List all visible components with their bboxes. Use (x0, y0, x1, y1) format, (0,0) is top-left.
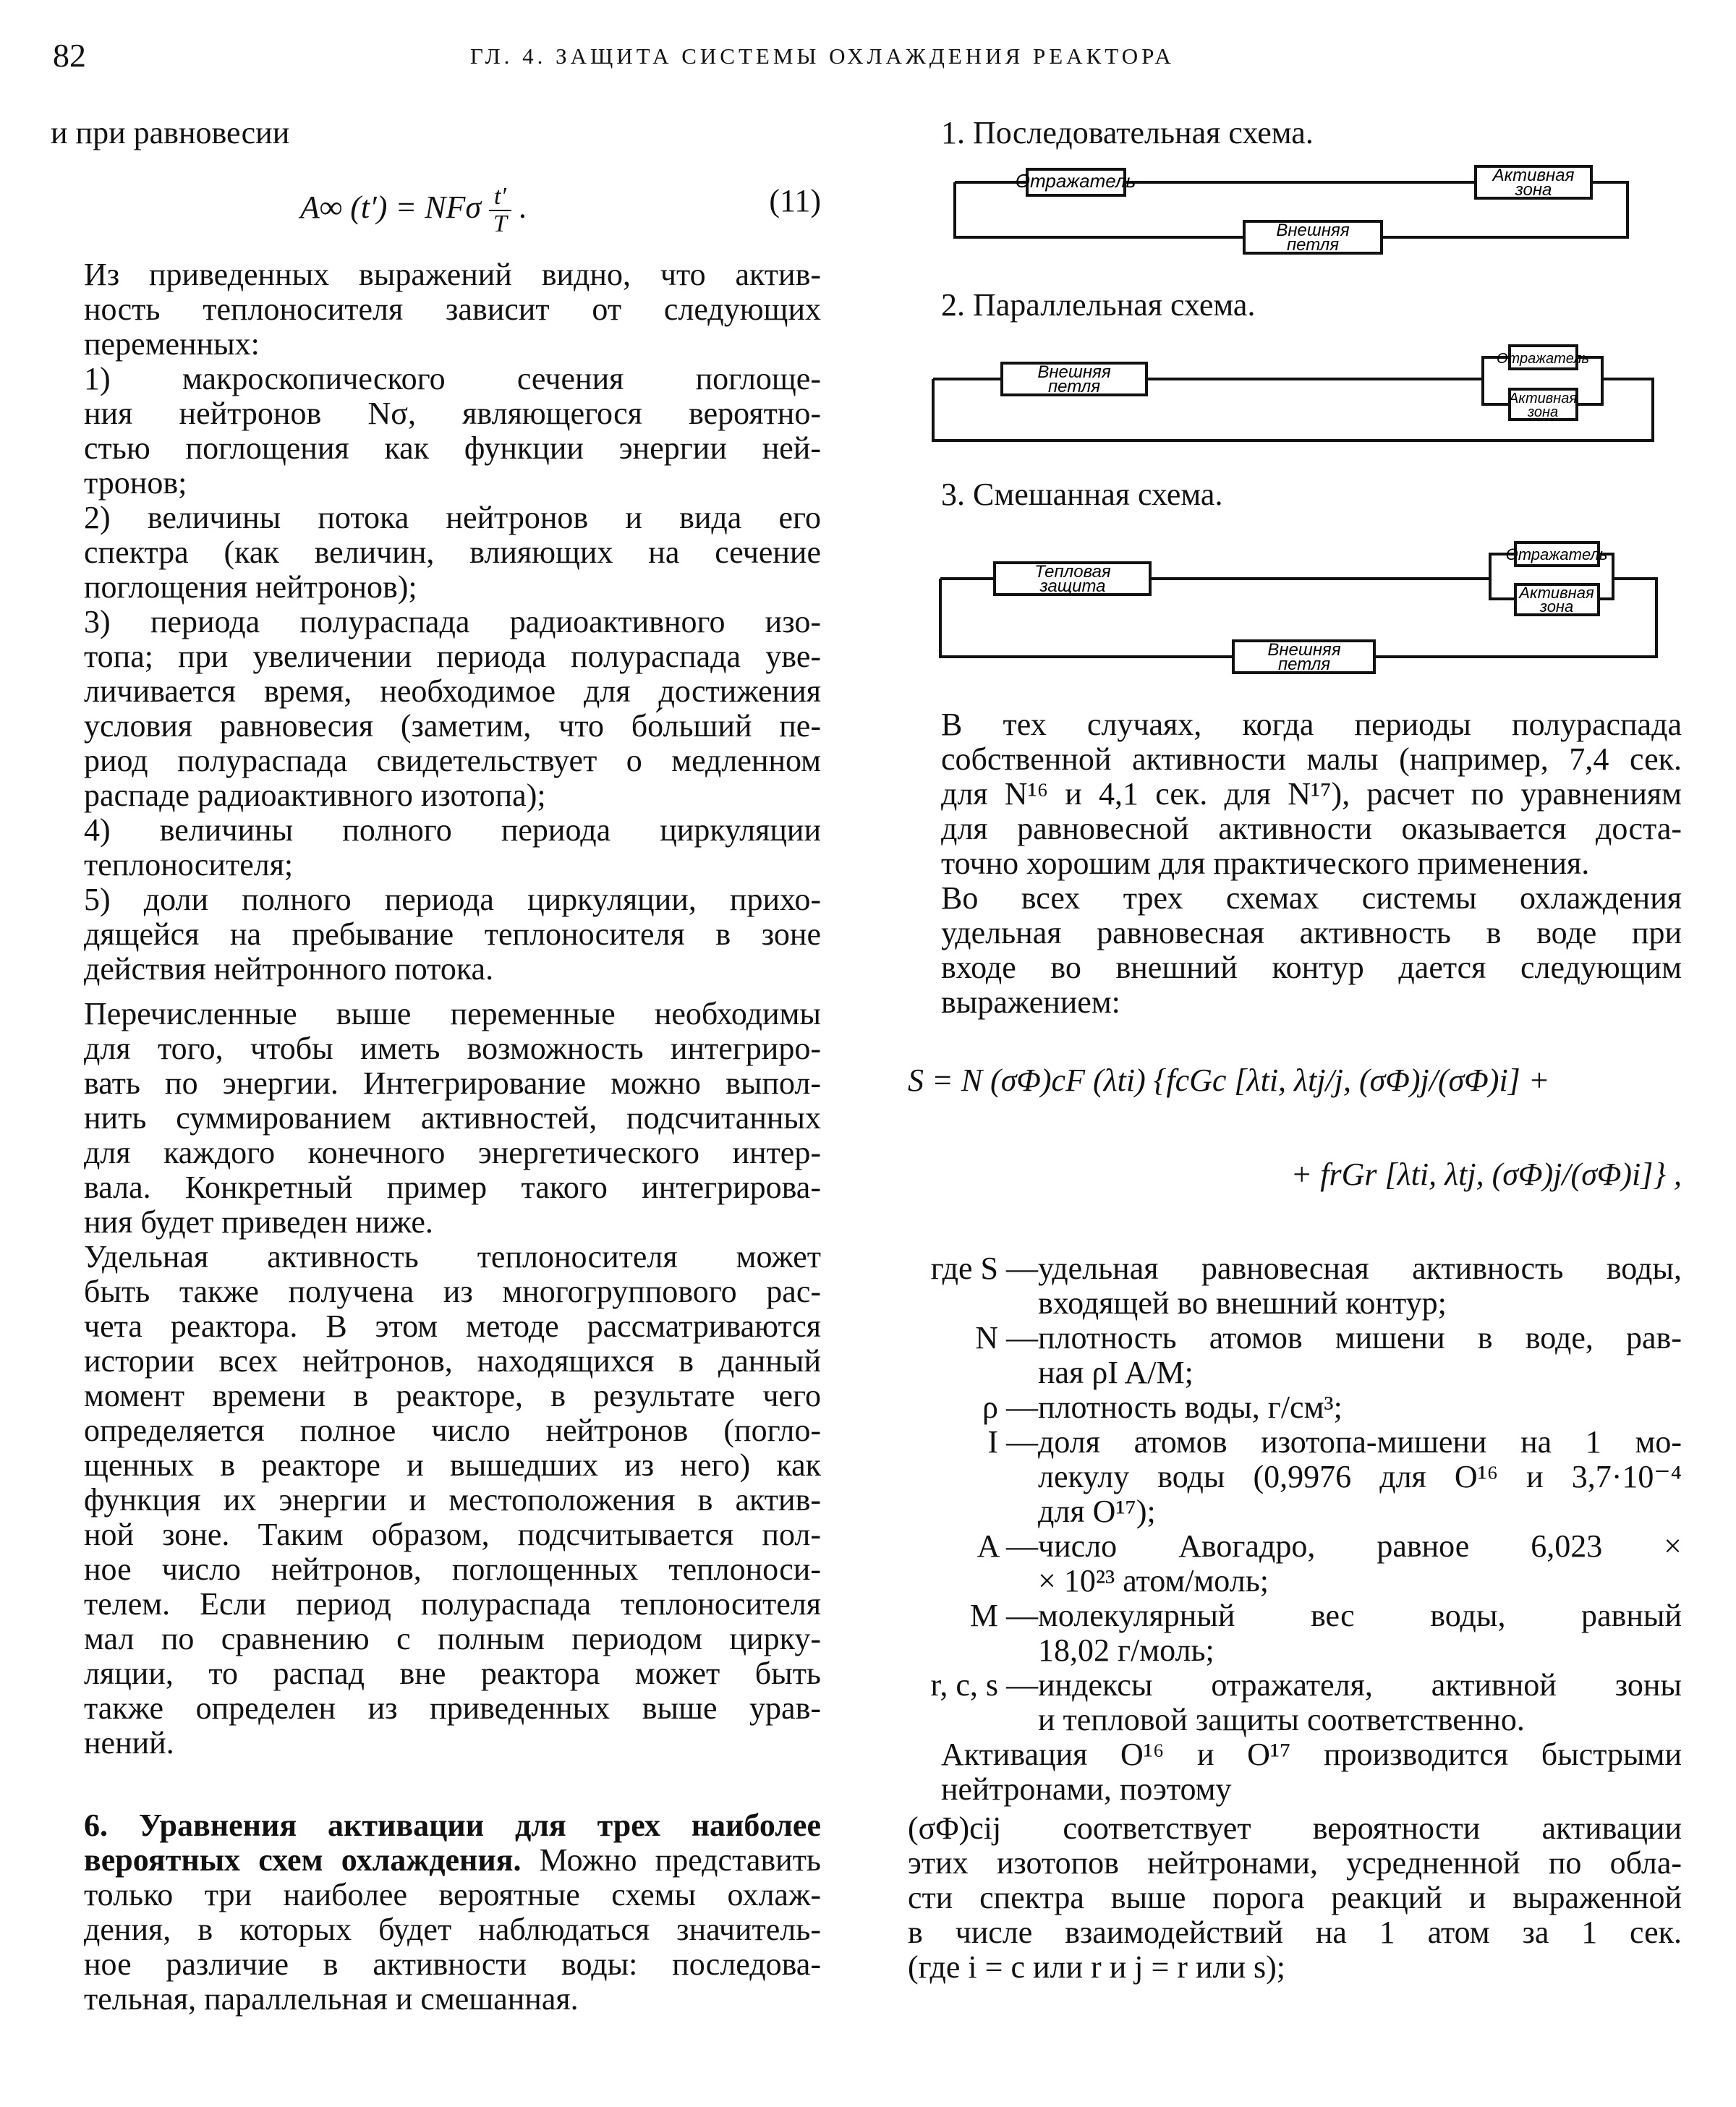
equation-11-fraction: $\frac{t'}{T}$ (489, 184, 511, 237)
list-item-5: 5) доли полного периода циркуляции, прихо- дящейся на пребывание теплоносителя в зоне действия нейтронного потока. (84, 882, 821, 987)
scheme-1-core-label-2: зона (1515, 180, 1552, 200)
page-number: 82 (53, 37, 86, 74)
left-column (51, 116, 821, 2017)
scheme-2-caption: 2. Параллельная схема. (941, 287, 1256, 323)
definition-indices: r, c, s — индексы отражателя, активной зоны и тепловой защиты соответственно. (930, 1667, 1682, 1737)
scheme-3-diagram (908, 527, 1682, 678)
list-item-1: 1) макроскопического сечения поглоще- ния нейтронов Nσ, являющегося вероятно- стью поглощения как функции энергии ней- тронов; (84, 361, 821, 501)
scheme-1-reflector-label: Отражатель (1015, 170, 1136, 192)
scheme-3-shield-label-1: Тепловая (1034, 562, 1111, 582)
definition-i: I — доля атомов изотопа-мишени на 1 мо- лекулу воды (0,9976 для O¹⁶ и 3,7·10⁻⁴ для O¹⁷); (987, 1424, 1682, 1529)
paragraph-integration: Перечисленные выше переменные необходимы для того, чтобы иметь возможность интегриро- вать по энергии. Интегрирование можно выпол- нить суммированием активностей, подсчитанных для каждого конечного энергетического интер- вала. Конкретный пример такого интегрирова- ния будет приведен ниже. (84, 996, 821, 1240)
scheme-1-loop-label-2: петля (1286, 235, 1340, 255)
scheme-3-reflector-label: Отражатель (1505, 545, 1608, 563)
definition-a: A — число Авогадро, равное 6,023 × × 10²³ атом/моль; (977, 1528, 1682, 1599)
list-item-3: 3) периода полураспада радиоактивного изо- топа; при увеличении периода полураспада уве- личивается время, необходимое для достижения условия равновесия (заметим, что бо́льший пе- риод полураспада свидетельствует о медленном распаде радиоактивного изотопа); (84, 604, 821, 813)
page-header (0, 36, 1736, 80)
section-heading: 6. Уравнения активации для трех наиболее (84, 1808, 821, 1843)
paragraph-short-halflife: В тех случаях, когда периоды полураспада собственной активности малы (например, 7,4 сек. для N¹⁶ и 4,1 сек. для N¹⁷), расчет по уравнениям для равновесной активности оказывается доста- точно хорошим для практического применения. (941, 707, 1682, 881)
scheme-1-caption: 1. Последовательная схема. (941, 115, 1314, 150)
scheme-3-loop-label-2: петля (1277, 655, 1331, 674)
equation-s-line-1: S = N (σΦ)cF (λti) {fcGc [λti, λtj/j, (σΦ)j/(σΦ)i] + (908, 1063, 1550, 1098)
scheme-3-shield-label-2: защита (1039, 576, 1106, 596)
equation-s-line-2: + frGr [λti, λtj, (σΦ)j/(σΦ)i]} , (1290, 1157, 1682, 1192)
definitions-list (908, 1251, 1682, 1737)
right-column (908, 116, 1682, 1985)
running-head: ГЛ. 4. ЗАЩИТА СИСТЕМЫ ОХЛАЖДЕНИЯ РЕАКТОРА (470, 43, 1175, 69)
scheme-2-loop-label-2: петля (1047, 377, 1101, 396)
equation-11-number: (11) (769, 183, 821, 218)
scheme-2-core-label-1: Активная (1508, 391, 1578, 406)
scheme-2-reflector-label: Отражатель (1496, 351, 1590, 367)
definition-m: M — молекулярный вес воды, равный 18,02 г/моль; (969, 1598, 1682, 1668)
paragraph-activation: Активация O¹⁶ и O¹⁷ производится быстрыми нейтронами, поэтому (941, 1737, 1682, 1807)
scheme-3-core-label-1: Активная (1519, 584, 1594, 602)
paragraph-sigma-phi: (σΦ)cij соответствует вероятности активации этих изотопов нейтронами, усредненной по обла- сти спектра выше порога реакций и выраженной в числе взаимодействий на 1 атом за 1 сек. (где i = c или r и j = r или s); (908, 1810, 1682, 1985)
scheme-2-core-label-2: зона (1527, 404, 1559, 420)
paragraph-multigroup: Удельная активность теплоносителя может быть также получена из многогруппового рас- чета реактора. В этом методе рассматриваются истории всех нейтронов, находящихся в данный момент времени в реакторе, в результате чего определяется полное число нейтронов (погло- щенных в реакторе и вышедших из него) как функция их энергии и местоположения в актив- ной зоне. Таким образом, подсчитывается пол- ное число нейтронов, поглощенных теплоноси- телем. Если период полураспада теплоносителя мал по сравнению с полным периодом цирку- ляции, то распад вне реактора может быть также определен из приведенных выше урав- нений. (84, 1239, 821, 1761)
scheme-3-loop-label-1: Внешняя (1267, 640, 1341, 660)
equation-11 (51, 163, 821, 243)
definition-n: N — плотность атомов мишени в воде, рав- ная ρI A/M; (975, 1320, 1682, 1390)
definition-rho: ρ — плотность воды, г/см³; (982, 1389, 1343, 1425)
scheme-1-loop-label-1: Внешняя (1276, 221, 1350, 240)
intro-text: и при равновесии (51, 115, 290, 150)
list-item-4: 4) величины полного периода циркуляции теплоносителя; (84, 812, 821, 882)
equation-11-formula: A∞ (t′) = NFσ $\frac{t'}{T}$ . (300, 183, 527, 237)
paragraph-variables-intro: Из приведенных выражений видно, что актив- ность теплоносителя зависит от следующих переменных: (84, 257, 821, 362)
scheme-3-caption: 3. Смешанная схема. (941, 477, 1223, 512)
paragraph-three-schemes: Во всех трех схемах системы охлаждения удельная равновесная активность в воде при входе во внешний контур дается следующим выражением: (941, 880, 1682, 1020)
scheme-1-diagram (908, 150, 1682, 259)
list-item-2: 2) величины потока нейтронов и вида его спектра (как величин, влияющих на сечение поглощения нейтронов); (84, 500, 821, 605)
scheme-1-core-label-1: Активная (1492, 166, 1575, 185)
scheme-3-core-label-2: зона (1539, 597, 1574, 616)
section-6: 6. Уравнения активации для трех наиболее вероятных схем охлаждения. Можно представить только три наиболее вероятные схемы охлаж- дения, в которых будет наблюдаться значитель- ное различие в активности воды: последова- тельная, параллельная и смешанная. (84, 1808, 821, 2017)
definition-s: где S — удельная равновесная активность воды, входящей во внешний контур; (930, 1251, 1682, 1321)
scheme-2-loop-label-1: Внешняя (1037, 362, 1111, 382)
scheme-2-diagram (908, 336, 1682, 451)
equation-s (908, 1034, 1682, 1244)
